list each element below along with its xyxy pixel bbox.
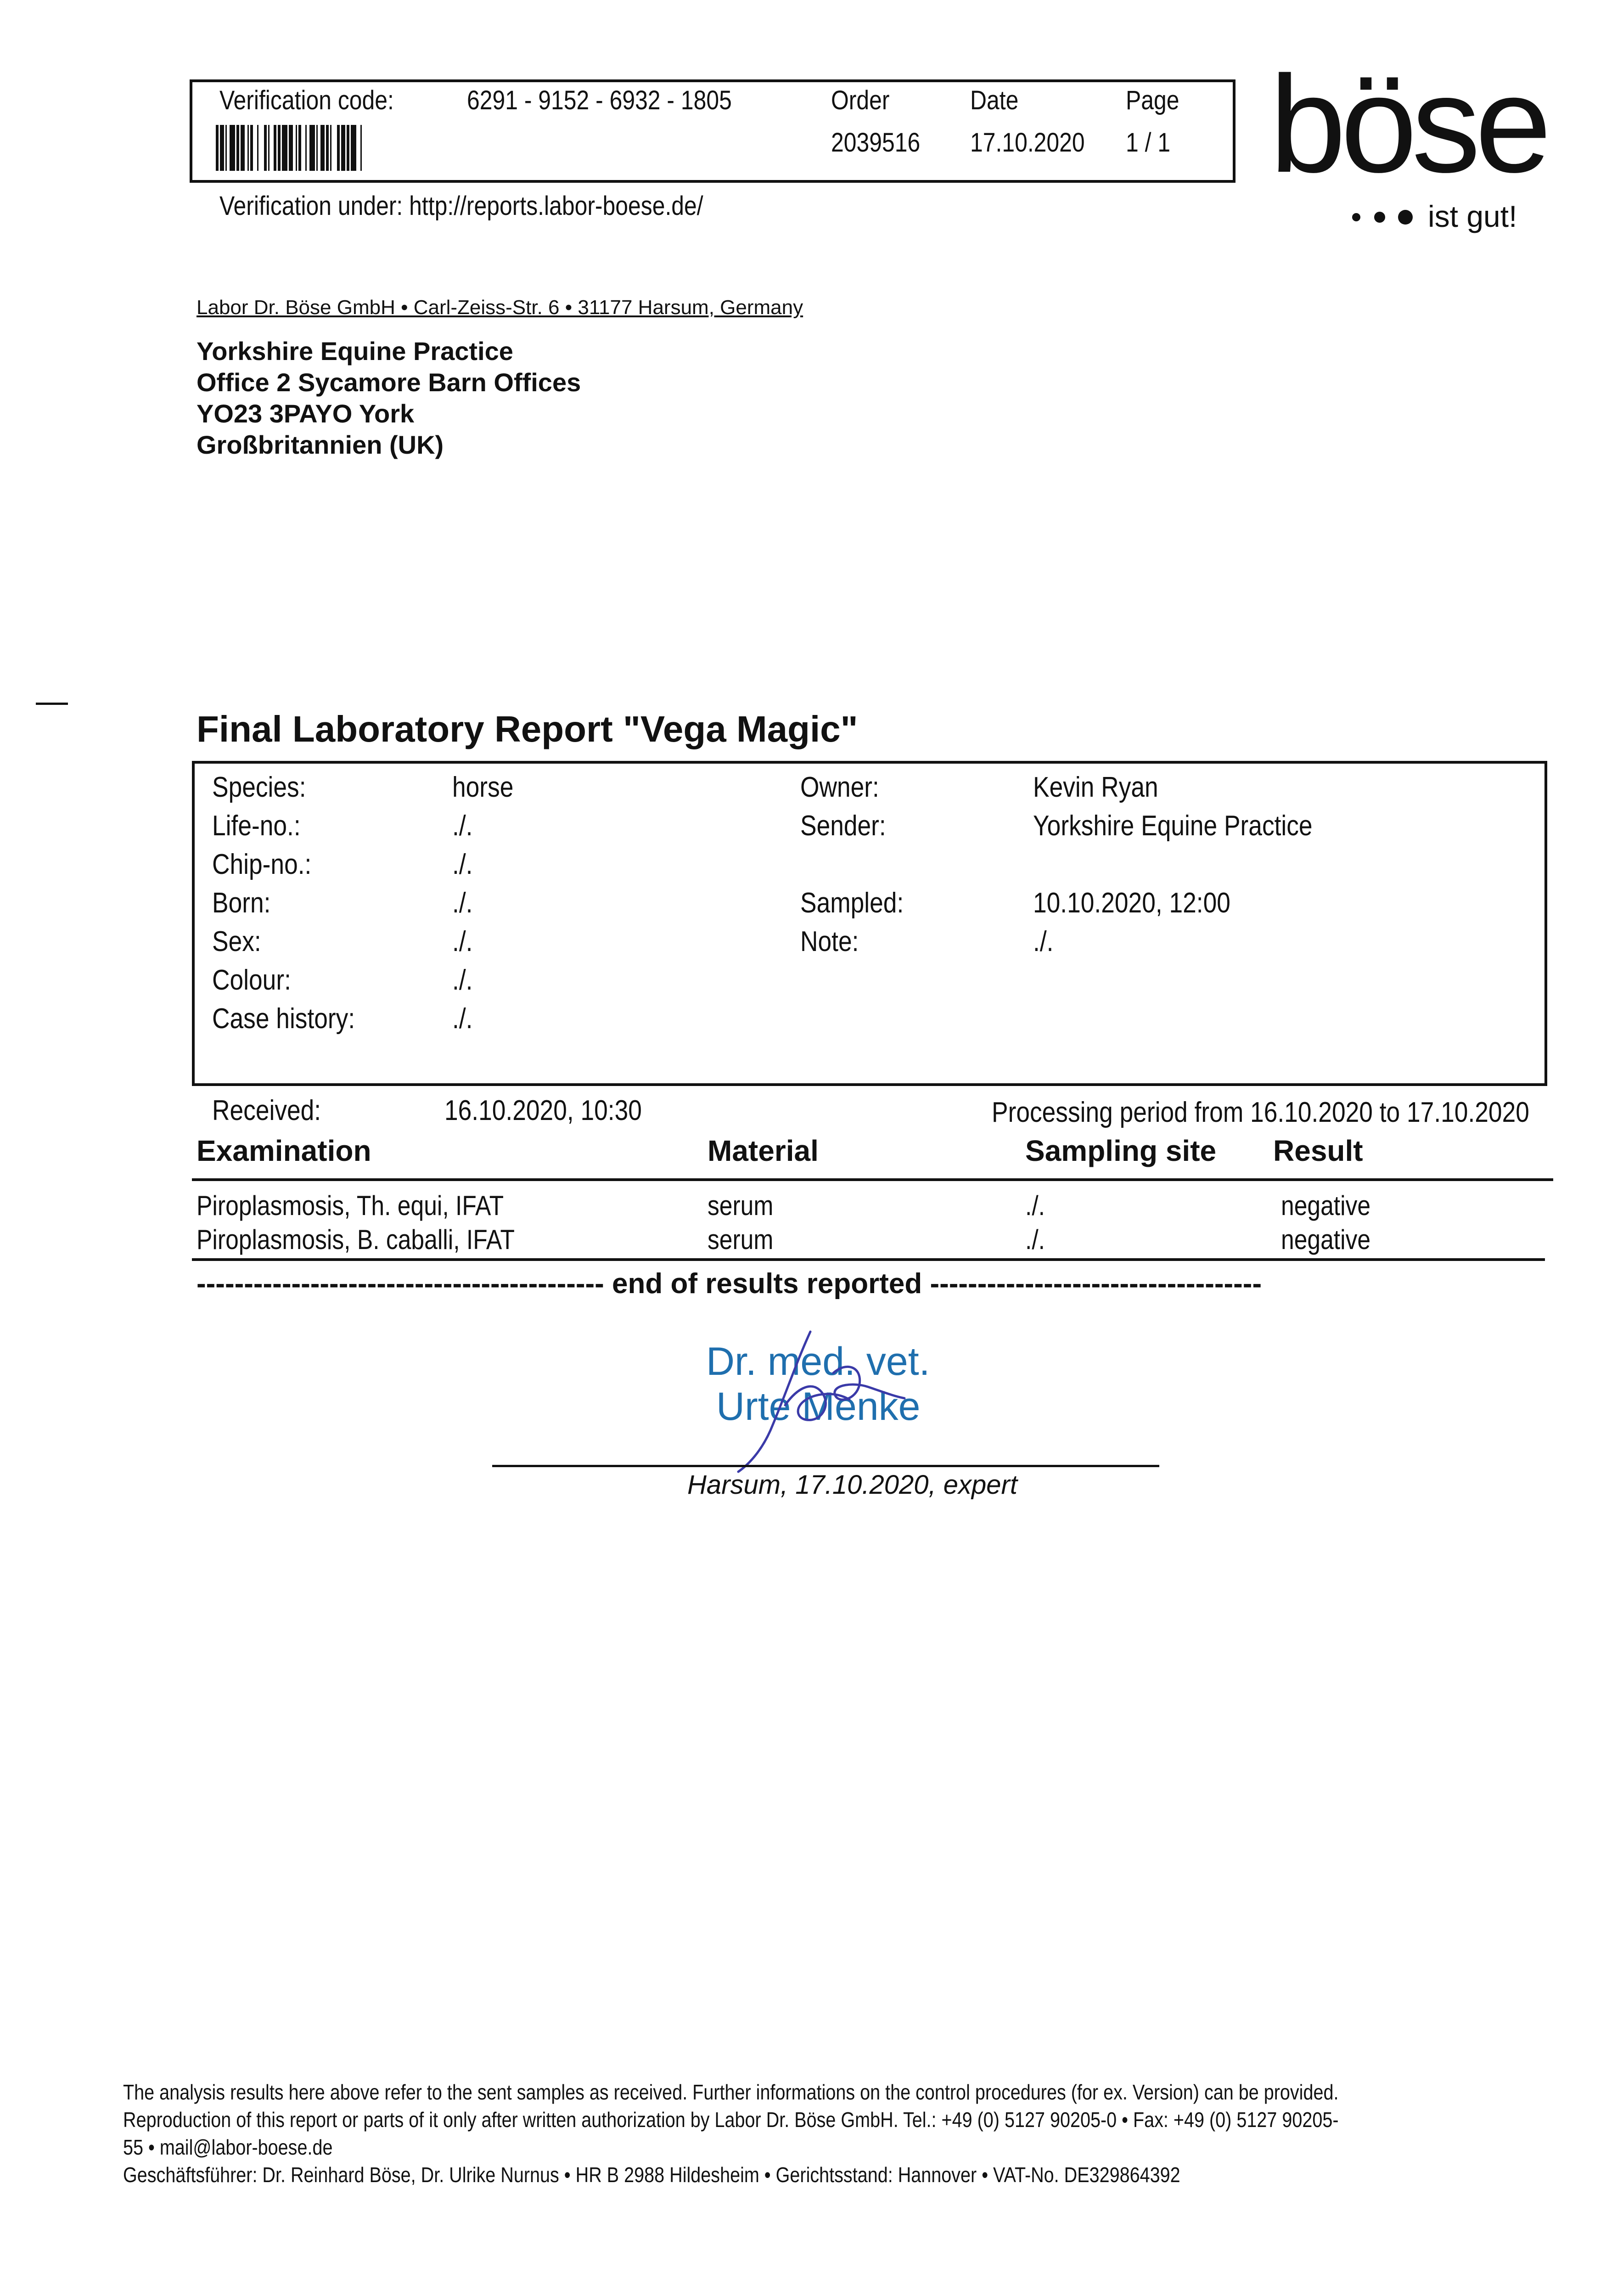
column-header-material: Material (708, 1134, 819, 1167)
barcode-bar (296, 125, 297, 171)
patient-label-case-history: Case history: (212, 1003, 355, 1035)
barcode-bar (320, 125, 325, 171)
barcode-bar (250, 125, 253, 171)
patient-value-note: ./. (1033, 926, 1054, 957)
barcode-bar (330, 125, 331, 171)
report-title: Final Laboratory Report "Vega Magic" (197, 709, 858, 749)
barcode-bar (316, 125, 318, 171)
footer-line: Geschäftsführer: Dr. Reinhard Böse, Dr. Ulrike Nurnus • HR B 2988 Hildesheim • Gerichtsstand: Hannover • VAT-No. DE329864392 (123, 2163, 1180, 2187)
patient-label-sender: Sender: (800, 810, 886, 842)
recipient-line: Großbritannien (UK) (197, 430, 444, 459)
column-header-result: Result (1273, 1134, 1363, 1167)
barcode-bar (236, 125, 239, 171)
recipient-line: YO23 3PAYO York (197, 399, 415, 428)
date-value: 17.10.2020 (970, 128, 1085, 158)
patient-label-note: Note: (800, 926, 859, 957)
received-label: Received: (212, 1095, 321, 1126)
footer-line: 55 • mail@labor-boese.de (123, 2135, 333, 2159)
barcode-bar (309, 125, 315, 171)
barcode-bar (351, 125, 356, 171)
table-cell-sampling-site: ./. (1025, 1190, 1045, 1221)
barcode-bar (230, 125, 235, 171)
patient-label-owner: Owner: (800, 771, 879, 803)
page-value: 1 / 1 (1126, 128, 1171, 158)
barcode-bar (347, 125, 349, 171)
barcode-bar (341, 125, 345, 171)
column-header-examination: Examination (197, 1134, 371, 1167)
fold-mark (36, 703, 68, 705)
table-cell-examination: Piroplasmosis, Th. equi, IFAT (197, 1190, 504, 1221)
sender-address-line: Labor Dr. Böse GmbH • Carl-Zeiss-Str. 6 • 31177 Harsum, Germany (197, 296, 803, 319)
footer-line: The analysis results here above refer to the sent samples as received. Further informations on the control procedures (for ex. Version) can be provided. (123, 2080, 1339, 2104)
barcode-bar (278, 125, 281, 171)
patient-value-born: ./. (452, 887, 473, 919)
table-cell-result: negative (1281, 1224, 1371, 1255)
patient-label-life-no: Life-no.: (212, 810, 301, 842)
order-value: 2039516 (831, 128, 921, 158)
recipient-line: Office 2 Sycamore Barn Offices (197, 368, 581, 397)
barcode-bar (220, 125, 224, 171)
barcode-bar (264, 125, 267, 171)
table-cell-examination: Piroplasmosis, B. caballi, IFAT (197, 1224, 515, 1255)
patient-value-case-history: ./. (452, 1003, 473, 1035)
signature-place-date: Harsum, 17.10.2020, expert (687, 1470, 1017, 1500)
signature-name: Urte Menke (716, 1384, 921, 1429)
boese-logo: böse (1269, 47, 1546, 201)
barcode-bar (298, 125, 301, 171)
patient-label-born: Born: (212, 887, 271, 919)
barcode-bar (326, 125, 329, 171)
patient-value-chip-no: ./. (452, 849, 473, 880)
table-cell-result: negative (1281, 1190, 1371, 1221)
date-label: Date (970, 85, 1019, 115)
patient-value-species: horse (452, 771, 514, 803)
patient-value-sender: Yorkshire Equine Practice (1033, 810, 1313, 842)
table-cell-sampling-site: ./. (1025, 1224, 1045, 1255)
barcode-bar (305, 125, 307, 171)
patient-label-sampled: Sampled: (800, 887, 904, 919)
barcode-bar (216, 125, 219, 171)
page-label: Page (1126, 85, 1179, 115)
barcode-bar (225, 125, 227, 171)
barcode-bar (257, 125, 258, 171)
received-value: 16.10.2020, 10:30 (444, 1095, 642, 1126)
patient-value-sampled: 10.10.2020, 12:00 (1033, 887, 1230, 919)
patient-label-colour: Colour: (212, 964, 291, 996)
barcode-bar (268, 125, 270, 171)
logo-tagline: ist gut! (1428, 199, 1517, 233)
signature-rule (492, 1465, 1159, 1467)
patient-label-chip-no: Chip-no.: (212, 849, 312, 880)
signature-title: Dr. med. vet. (706, 1339, 930, 1384)
barcode-bar (274, 125, 276, 171)
barcode-bar (360, 125, 362, 171)
barcode-bar (337, 125, 340, 171)
patient-label-sex: Sex: (212, 926, 261, 957)
barcode-bar (289, 125, 293, 171)
patient-value-sex: ./. (452, 926, 473, 957)
patient-value-colour: ./. (452, 964, 473, 996)
end-of-results-line: ------------------------------------------- end of results reported ----------------------------------- (197, 1268, 1262, 1300)
verification-code-label: Verification code: (219, 85, 394, 115)
recipient-line: Yorkshire Equine Practice (197, 337, 513, 366)
verification-code-value: 6291 - 9152 - 6932 - 1805 (467, 85, 732, 115)
patient-label-species: Species: (212, 771, 306, 803)
table-cell-material: serum (708, 1190, 774, 1221)
barcode-bar (241, 125, 245, 171)
barcode-bar (247, 125, 249, 171)
column-header-sampling-site: Sampling site (1025, 1134, 1217, 1167)
order-label: Order (831, 85, 890, 115)
table-header-rule (192, 1178, 1553, 1181)
table-bottom-rule (192, 1258, 1545, 1261)
patient-value-owner: Kevin Ryan (1033, 771, 1158, 803)
barcode-bar (282, 125, 287, 171)
table-cell-material: serum (708, 1224, 774, 1255)
handwritten-signature (716, 1318, 918, 1474)
patient-value-life-no: ./. (452, 810, 473, 842)
verification-url: Verification under: http://reports.labor-boese.de/ (219, 191, 703, 221)
footer-line: Reproduction of this report or parts of it only after written authorization by Labor Dr. Böse GmbH. Tel.: +49 (0) 5127 90205-0 • Fax: +49 (0) 5127 90205- (123, 2108, 1339, 2132)
processing-period: Processing period from 16.10.2020 to 17.10.2020 (992, 1097, 1529, 1128)
